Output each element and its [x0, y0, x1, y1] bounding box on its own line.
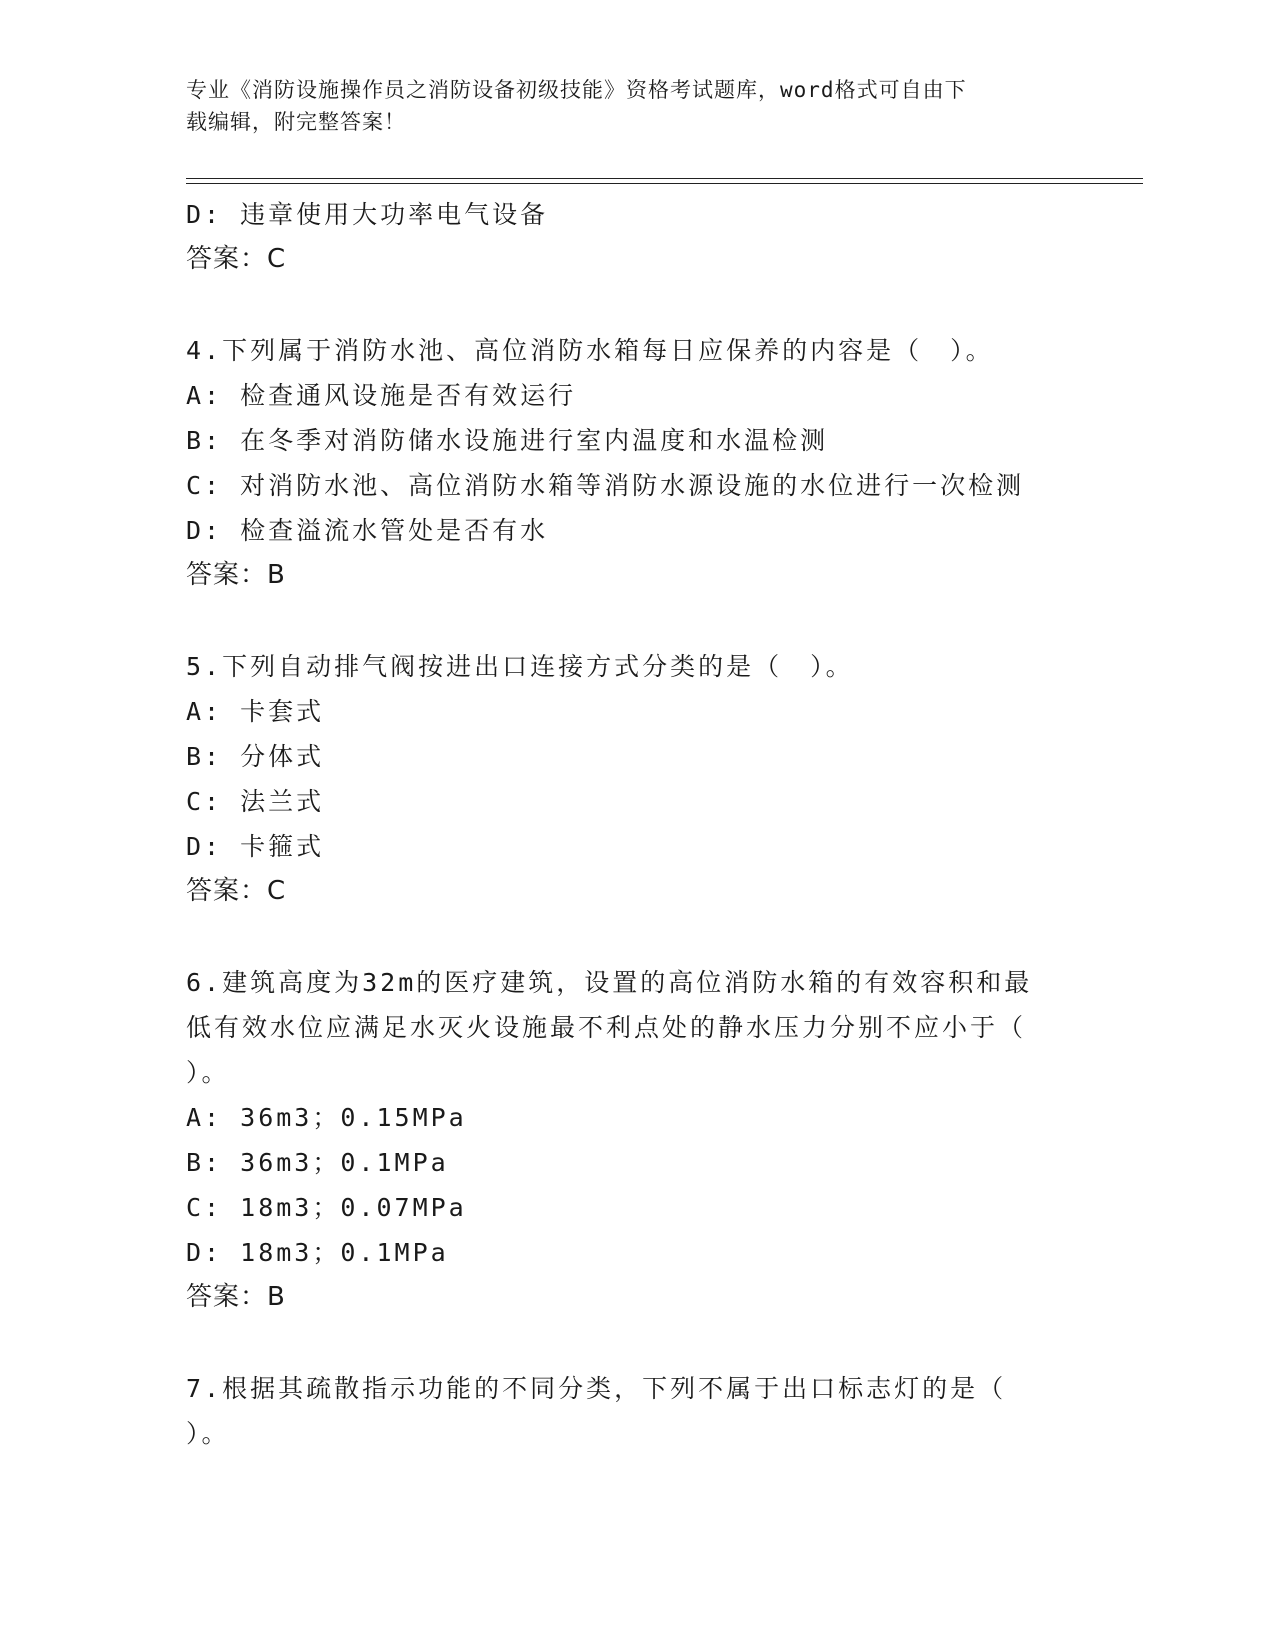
option-b: B: 在冬季对消防储水设施进行室内温度和水温检测 [186, 426, 829, 455]
option-d: D: 18m3；0.1MPa [186, 1238, 449, 1267]
option-c: C: 法兰式 [186, 787, 325, 816]
document-header [186, 74, 1086, 138]
option-c: C: 对消防水池、高位消防水箱等消防水源设施的水位进行一次检测 [186, 471, 1025, 500]
option-d: D: 检查溢流水管处是否有水 [186, 516, 549, 545]
question-7 [186, 1366, 1106, 1456]
question-6 [186, 960, 1106, 1320]
option-b: B: 36m3；0.1MPa [186, 1148, 449, 1177]
header-title-line-1: 专业《消防设施操作员之消防设备初级技能》资格考试题库，word格式可自由下 [186, 78, 967, 102]
option-b: B: 分体式 [186, 742, 325, 771]
option-d: D: 违章使用大功率电气设备 [186, 200, 549, 229]
option-c: C: 18m3；0.07MPa [186, 1193, 467, 1222]
question-3-continued [186, 192, 1106, 282]
header-divider-bottom [186, 183, 1143, 184]
option-a: A: 36m3；0.15MPa [186, 1103, 467, 1132]
question-stem-line-2: 低有效水位应满足水灭火设施最不利点处的静水压力分别不应小于（ [186, 1013, 1027, 1042]
question-stem-line-1: 7.根据其疏散指示功能的不同分类，下列不属于出口标志灯的是（ [186, 1374, 1007, 1403]
option-d: D: 卡箍式 [186, 832, 325, 861]
question-5 [186, 644, 1106, 914]
question-stem: 4.下列属于消防水池、高位消防水箱每日应保养的内容是（ ）。 [186, 336, 994, 365]
header-divider-top [186, 178, 1143, 179]
header-title-line-2: 载编辑，附完整答案！ [186, 110, 406, 134]
question-4 [186, 328, 1106, 598]
answer-label: 答案：B [186, 560, 286, 590]
question-stem-line-3: ）。 [186, 1058, 230, 1087]
question-stem-line-1: 6.建筑高度为32m的医疗建筑，设置的高位消防水箱的有效容积和最 [186, 968, 1033, 997]
question-list [186, 192, 1106, 1456]
answer-label: 答案：C [186, 876, 287, 906]
question-stem: 5.下列自动排气阀按进出口连接方式分类的是（ ）。 [186, 652, 854, 681]
option-a: A: 检查通风设施是否有效运行 [186, 381, 577, 410]
option-a: A: 卡套式 [186, 697, 325, 726]
question-stem-line-2: ）。 [186, 1419, 230, 1448]
answer-label: 答案：C [186, 244, 287, 274]
answer-label: 答案：B [186, 1282, 286, 1312]
